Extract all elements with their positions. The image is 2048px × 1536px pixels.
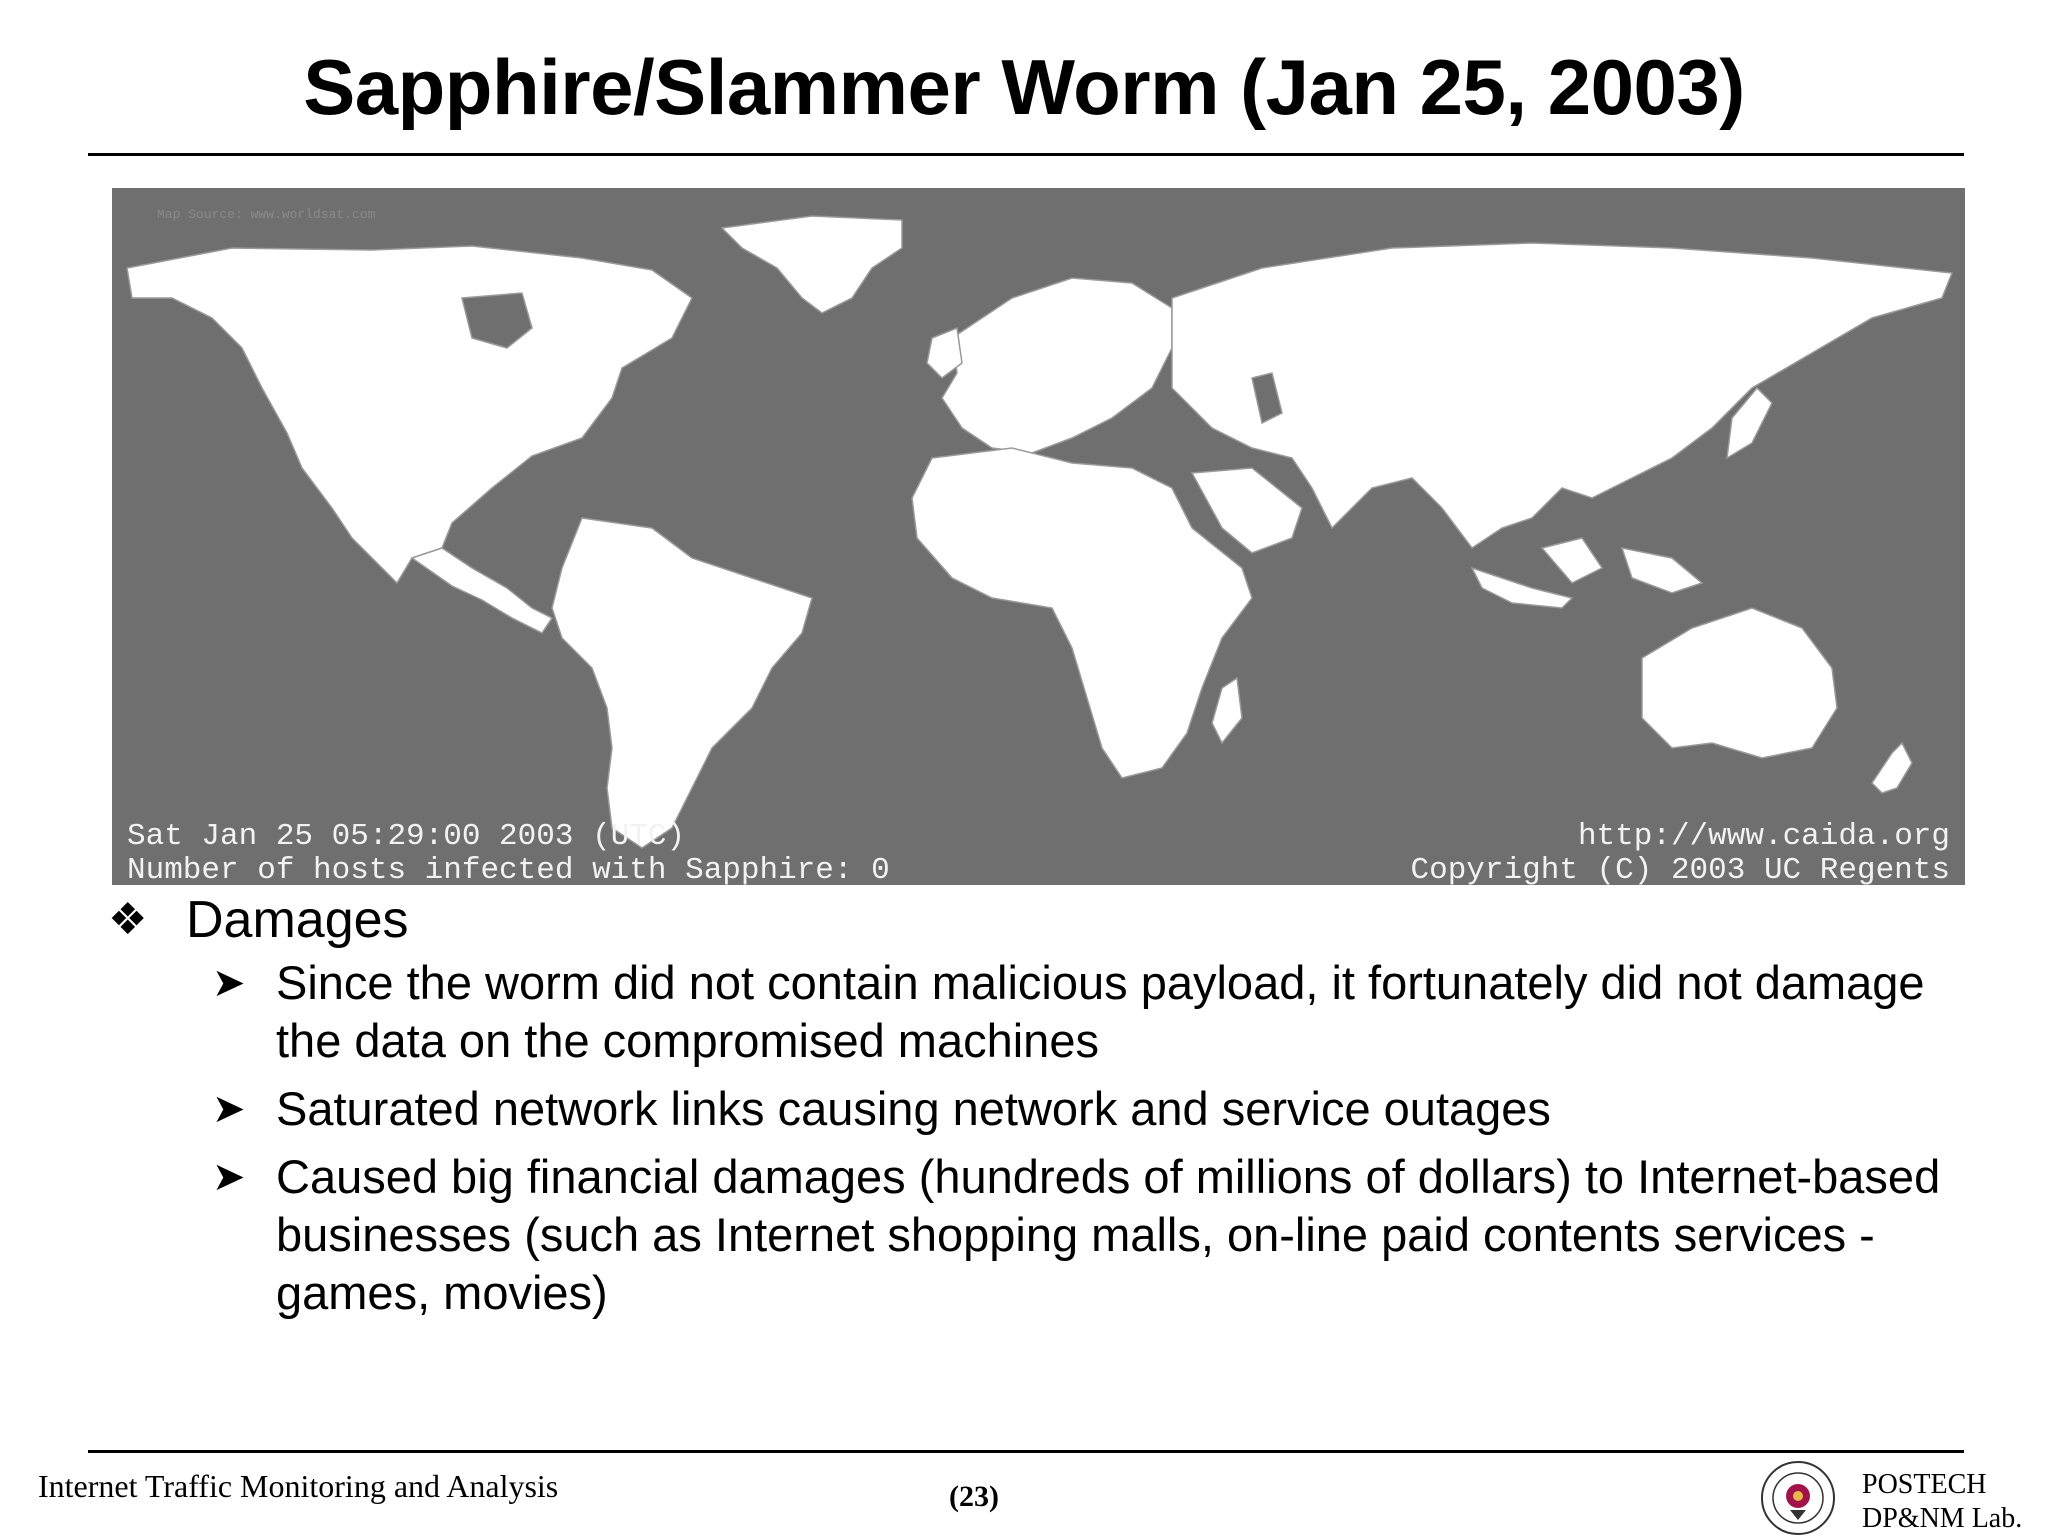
list-item <box>108 954 1948 1070</box>
arrowhead-icon: ➤ <box>212 1086 246 1132</box>
list-item <box>108 1080 1948 1138</box>
lab-line2: DP&NM Lab. <box>1862 1503 2023 1534</box>
list-item-text: Since the worm did not contain malicious payload, it fortunately did not damage the data on the compromised machines <box>276 956 1925 1067</box>
map-infected-count: Number of hosts infected with Sapphire: 0 <box>127 853 890 885</box>
title-divider <box>88 153 1964 156</box>
diamond-cluster-icon: ❖ <box>108 894 148 945</box>
arrowhead-icon: ➤ <box>212 1154 246 1200</box>
bullet-heading <box>108 888 1948 952</box>
heading-text: Damages <box>186 891 409 949</box>
map-copyright: Copyright (C) 2003 UC Regents <box>1410 853 1950 885</box>
list-item-text: Caused big financial damages (hundreds of millions of dollars) to Internet-based businesses (such as Internet shopping malls, on-line paid contents services - games, movies) <box>276 1150 1941 1319</box>
map-url: http://www.caida.org <box>1577 819 1950 854</box>
arrowhead-icon: ➤ <box>212 960 246 1006</box>
world-map <box>112 188 1965 885</box>
slide-content <box>108 888 1948 1332</box>
footer-lab <box>1862 1468 2022 1536</box>
world-map-graphic <box>112 188 1965 885</box>
map-source-note: Map Source: www.worldsat.com <box>157 207 376 222</box>
slide-title: Sapphire/Slammer Worm (Jan 25, 2003) <box>303 43 1745 131</box>
lab-line1: POSTECH <box>1862 1469 1987 1500</box>
map-timestamp: Sat Jan 25 05:29:00 2003 (UTC) <box>127 819 686 854</box>
footer-divider <box>88 1450 1964 1453</box>
damage-list <box>108 954 1948 1322</box>
page-number: (23) <box>949 1480 999 1513</box>
list-item-text: Saturated network links causing network and service outages <box>276 1082 1551 1135</box>
footer-course-title: Internet Traffic Monitoring and Analysis <box>38 1468 559 1504</box>
list-item <box>108 1148 1948 1322</box>
university-seal-logo <box>1760 1460 1836 1536</box>
